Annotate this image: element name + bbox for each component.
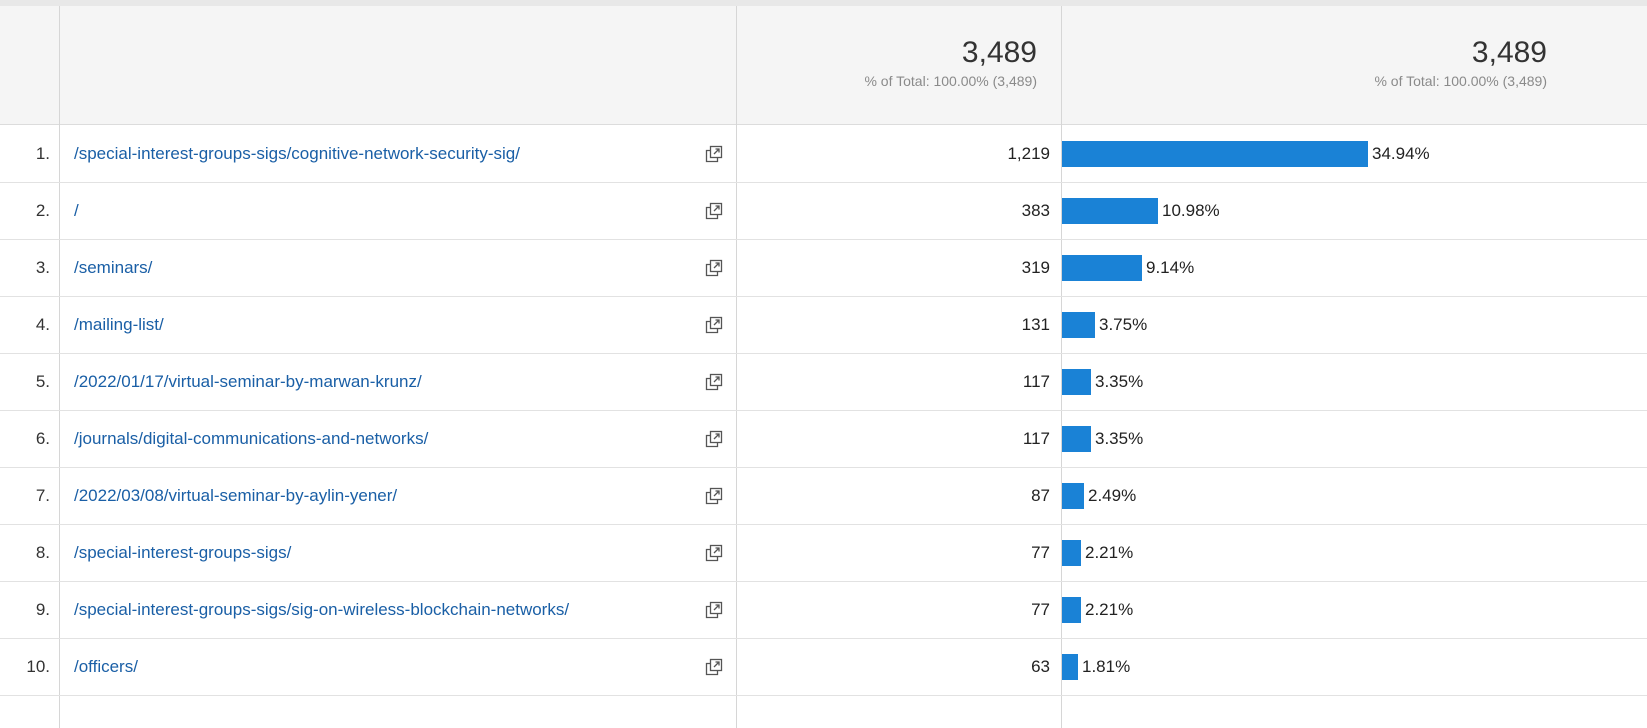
table-row — [0, 411, 1647, 468]
row-value: 63 — [1031, 657, 1050, 676]
row-percent: 1.81% — [1082, 657, 1131, 676]
row-index: 5. — [35, 372, 50, 391]
page-path-link[interactable]: /special-interest-groups-sigs/ — [74, 543, 292, 562]
open-external-icon[interactable] — [705, 316, 723, 334]
page-path-link[interactable]: /mailing-list/ — [74, 315, 164, 334]
row-percent: 34.94% — [1372, 144, 1430, 163]
percent-bar — [1062, 597, 1081, 623]
row-percent: 3.75% — [1099, 315, 1148, 334]
percent-column-total — [1080, 36, 1547, 90]
row-index: 6. — [35, 429, 50, 448]
page-path-link[interactable]: /2022/03/08/virtual-seminar-by-aylin-yener/ — [74, 486, 398, 505]
percent-bar — [1062, 426, 1091, 452]
table-row — [0, 525, 1647, 582]
row-percent: 2.21% — [1085, 600, 1134, 619]
row-value: 77 — [1031, 543, 1050, 562]
percent-bar — [1062, 198, 1158, 224]
open-external-icon[interactable] — [705, 202, 723, 220]
table-row — [0, 354, 1647, 411]
row-index: 4. — [35, 315, 50, 334]
table-row — [0, 126, 1647, 183]
page-path-link[interactable]: /journals/digital-communications-and-networks/ — [74, 429, 429, 448]
value-total-percent: % of Total: 100.00% (3,489) — [864, 73, 1037, 89]
table-row — [0, 468, 1647, 525]
open-external-icon[interactable] — [705, 430, 723, 448]
row-index: 3. — [35, 258, 50, 277]
table-row — [0, 183, 1647, 240]
open-external-icon[interactable] — [705, 658, 723, 676]
row-index: 8. — [35, 543, 50, 562]
row-value: 77 — [1031, 600, 1050, 619]
percent-bar — [1062, 312, 1095, 338]
percent-total-number: 3,489 — [1471, 36, 1547, 69]
open-external-icon[interactable] — [705, 373, 723, 391]
page-path-link[interactable]: /2022/01/17/virtual-seminar-by-marwan-krunz/ — [74, 372, 422, 391]
open-external-icon[interactable] — [705, 544, 723, 562]
percent-total-percent: % of Total: 100.00% (3,489) — [1374, 73, 1547, 89]
row-value: 87 — [1031, 486, 1050, 505]
row-percent: 3.35% — [1095, 429, 1144, 448]
percent-bar — [1062, 141, 1368, 167]
page-path-link[interactable]: /special-interest-groups-sigs/sig-on-wireless-blockchain-networks/ — [74, 600, 570, 619]
row-value: 131 — [1021, 315, 1050, 334]
open-external-icon[interactable] — [705, 259, 723, 277]
table-row — [0, 240, 1647, 297]
table-row — [0, 639, 1647, 696]
table-row — [0, 582, 1647, 639]
table-row — [0, 297, 1647, 354]
table-header — [0, 6, 1647, 125]
page-path-link[interactable]: /special-interest-groups-sigs/cognitive-network-security-sig/ — [74, 144, 520, 163]
percent-bar — [1062, 255, 1142, 281]
value-total-number: 3,489 — [961, 36, 1037, 69]
percent-bar — [1062, 483, 1084, 509]
row-index: 9. — [35, 600, 50, 619]
row-index: 1. — [35, 144, 50, 163]
open-external-icon[interactable] — [705, 487, 723, 505]
open-external-icon[interactable] — [705, 601, 723, 619]
row-percent: 2.21% — [1085, 543, 1134, 562]
row-percent: 2.49% — [1088, 486, 1137, 505]
row-percent: 10.98% — [1162, 201, 1220, 220]
percent-bar — [1062, 369, 1091, 395]
row-percent: 3.35% — [1095, 372, 1144, 391]
row-value: 319 — [1021, 258, 1050, 277]
row-value: 117 — [1022, 372, 1050, 391]
row-index: 7. — [35, 486, 50, 505]
row-value: 117 — [1022, 429, 1050, 448]
row-index: 2. — [35, 201, 50, 220]
row-index: 10. — [26, 657, 50, 676]
open-external-icon[interactable] — [705, 145, 723, 163]
value-column-total — [760, 36, 1037, 90]
page-path-link[interactable]: /seminars/ — [74, 258, 153, 277]
row-value: 1,219 — [1007, 144, 1050, 163]
page-path-link[interactable]: /officers/ — [74, 657, 138, 676]
percent-bar — [1062, 540, 1081, 566]
page-path-link[interactable]: / — [74, 201, 79, 220]
row-percent: 9.14% — [1146, 258, 1195, 277]
row-value: 383 — [1021, 201, 1050, 220]
percent-bar — [1062, 654, 1078, 680]
